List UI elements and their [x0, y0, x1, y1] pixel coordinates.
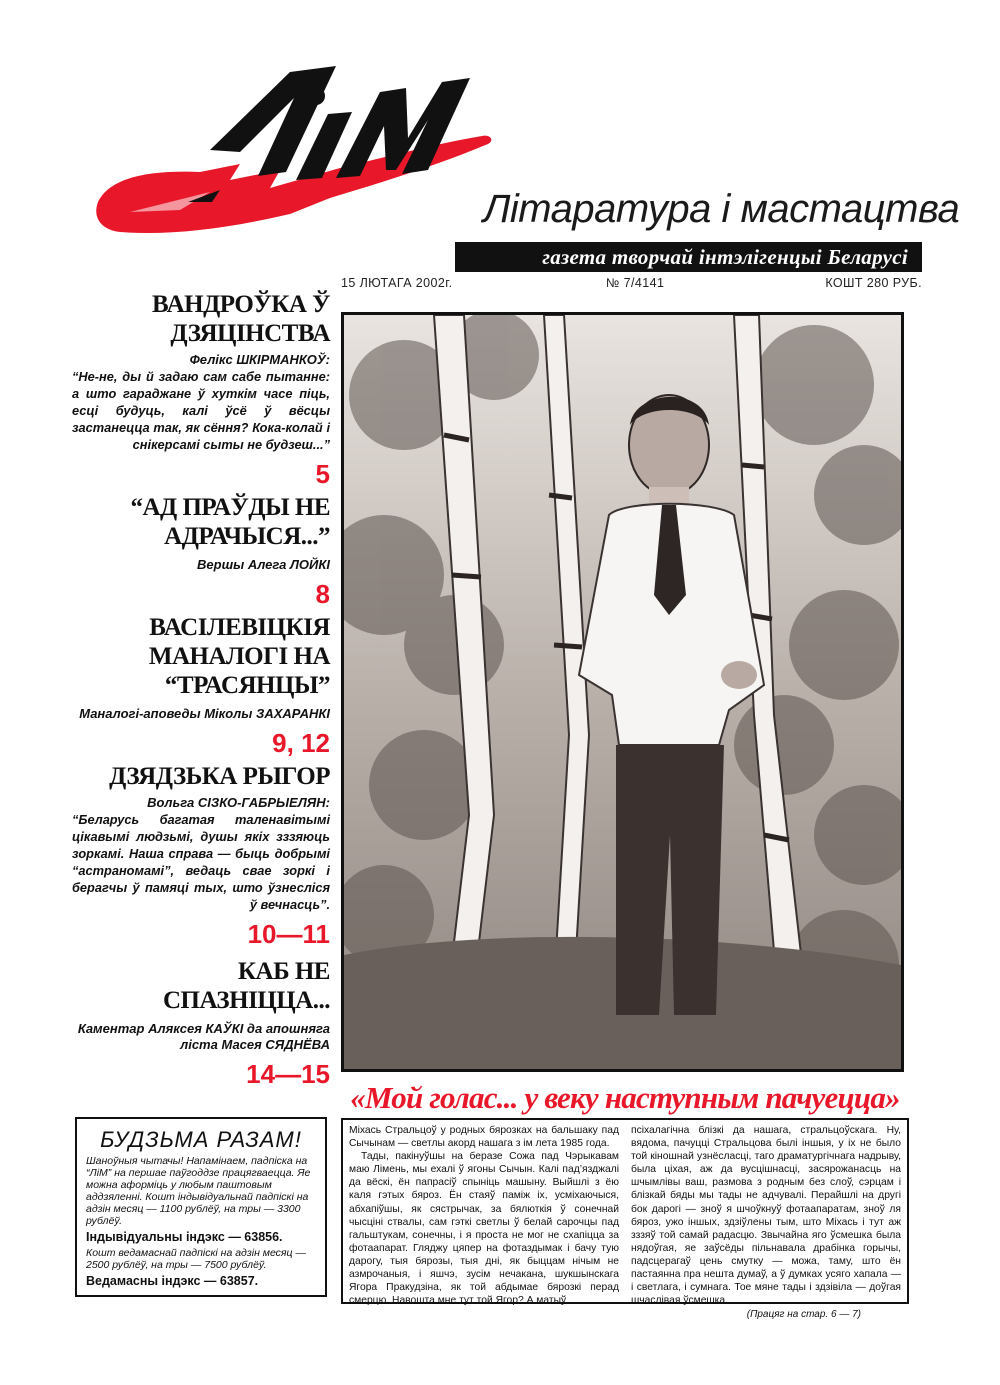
item-quote: “Беларусь багатая таленавітымі цікавымі людзьмі, душы якіх зззяюць зоркамі. Наша справа — быць добрымі “астраномамі”, ведаць свае зоркі і берагчы ў памяці тых, што ўзнесліся ў вечнасць”.: [72, 812, 330, 912]
item-headline[interactable]: ДЗЯДЗЬКА РЫГОР: [109, 763, 330, 790]
issue-price: КОШТ 280 РУБ.: [825, 276, 922, 290]
tagline-bar: [455, 242, 922, 272]
item-quote: “Не-не, ды й задаю сам сабе пытанне: а што гараджане ў хуткім часе піць, есці будуць, калі ўсё ў вёсцы застанецца так, як сёння? Кока-колай і снікерсамі сыты не будзеш...”: [72, 369, 330, 452]
article-paragraph: псіхалагічна блізкі да нашага, стральцоўскага. Ну, вядома, пачуцці Стральцова былі іншыя, у іх не было той кіношнай узнёсласці, таго драматургічнага надрыву, была ціхая, аж да вусцішнасці, засярожанасць на шчымлівы ваш, размова з родным без слоў, сэрцам і блізкай бяды мы тады не адчувалі. Перайшлі на другі бок дарогі — зноў я шчоўкнуў фотаапаратам, зноў ля бяроз, ужо іншых, здзіўлены тым, што Міхась і тут аж зззяў той самай радасцю. Звычайна яго ўсмешка была нядоўгая, яе заўсёды пільнавала драбінка горычы, падсцерагаў цень смутку — можа, таму, што ён пастаянна пра нешта думаў, а ў думках усяго хапала — і светлага, і сумнага. Тое мяне тады і здзівіла — доўгая шчаслівая ўсмешка.: [631, 1125, 901, 1307]
contents-column: [72, 290, 330, 1089]
item-byline: Каментар Аляксея КАЎКІ да апошняга ліста Масея СЯДНЁВА: [77, 1021, 330, 1052]
article-paragraph: Тады, пакінуўшы на беразе Сожа пад Чэрыкавам маю Лімень, мы ехалі ў ягоны Сычын. Калі пад’язджалі да вёскі, ён папрасіў спыніць машыну. Выйшлі з ёю каля гэтых бяроз. Ён стаяў паміж іх, усміхаючыся, абхапіўшы, як сястрычак, за бялюткія ў сонечнай чысціні ствалы, сам гэткі светлы ў белай сарочцы пад гальштукам, сонечны, і я проста не мог не схапіцца за фотаапарат. Гляджу цяпер на фотаздымак і бачу тую дарогу, тыя бярозы, тыя дні, як быццам нічым не азмрочаныя, і яшчэ, зусім нечакана, шукшынскага Ягора Пракудзіна, як той абдымае бярозкі перад смерцю. Навошта мне тут той Ягор? А матыў: [349, 1151, 619, 1307]
page-number[interactable]: 10—11: [247, 919, 330, 949]
subscription-text: Шаноўныя чытачы! Напамінаем, падпіска на “ЛіМ” на першае паўгоддзе працягваецца. Яе можна аформіць у любым паштовым аддзяленні. Кошт індывідуальнай падпіскі на адзін месяц — 1100 рублёў, на тры — 3300 рублёў.: [86, 1155, 311, 1227]
subscription-text-2: Кошт ведамаснай падпіскі на адзін месяц — 2500 рублёў, на тры — 7500 рублёў.: [86, 1247, 306, 1271]
page-number[interactable]: 8: [315, 579, 330, 609]
lim-logo: [90, 52, 510, 242]
page-number[interactable]: 5: [315, 459, 330, 489]
item-headline[interactable]: КАБ НЕ СПАЗНІЦЦА...: [163, 958, 330, 1014]
continued-note[interactable]: (Працяг на стар. 6 — 7): [746, 1309, 861, 1321]
page-number[interactable]: 14—15: [246, 1059, 330, 1089]
item-byline: Вольга СІЗКО-ГАБРЫЕЛЯН:: [147, 795, 330, 810]
item-byline: Фелікс ШКІРМАНКОЎ:: [189, 352, 330, 367]
issue-number: № 7/4141: [606, 276, 665, 290]
subscription-index-individual: Індывідуальны індэкс — 63856.: [86, 1230, 283, 1244]
lead-article: [341, 1118, 909, 1321]
item-headline[interactable]: ВАНДРОЎКА Ў ДЗЯЦІНСТВА: [152, 291, 330, 347]
main-headline[interactable]: «Мой голас... у веку наступным пачуецца»: [350, 1080, 900, 1115]
item-headline[interactable]: ВАСІЛЕВІЦКІЯ МАНАЛОГІ НА “ТРАСЯНЦЫ”: [148, 614, 330, 699]
item-byline: Маналогі-аповеды Міколы ЗАХАРАНКІ: [79, 706, 330, 721]
item-byline: Вершы Алега ЛОЙКІ: [197, 557, 330, 572]
paper-subtitle: Літаратура і мастацтва: [483, 187, 960, 231]
tagline: газета творчай інтэлігенцыі Беларусі: [542, 244, 908, 269]
subscription-title: БУДЗЬМА РАЗАМ!: [100, 1127, 302, 1152]
page-number[interactable]: 9, 12: [272, 728, 330, 758]
subscription-box: [75, 1117, 327, 1297]
cover-photo: [341, 312, 904, 1072]
issue-date: 15 ЛЮТАГА 2002г.: [341, 276, 453, 290]
article-column-1: [349, 1124, 619, 1307]
photo-illustration: [344, 315, 901, 1069]
article-column-2: [631, 1124, 901, 1321]
article-paragraph: Міхась Стральцоў у родных бярозках на бальшаку пад Сычынам — светлы акорд нашага з ім лета 1985 года.: [349, 1125, 619, 1150]
subscription-index-institutional: Ведамасны індэкс — 63857.: [86, 1274, 259, 1288]
item-headline[interactable]: “АД ПРАЎДЫ НЕ АДРАЧЫСЯ...”: [130, 494, 330, 550]
